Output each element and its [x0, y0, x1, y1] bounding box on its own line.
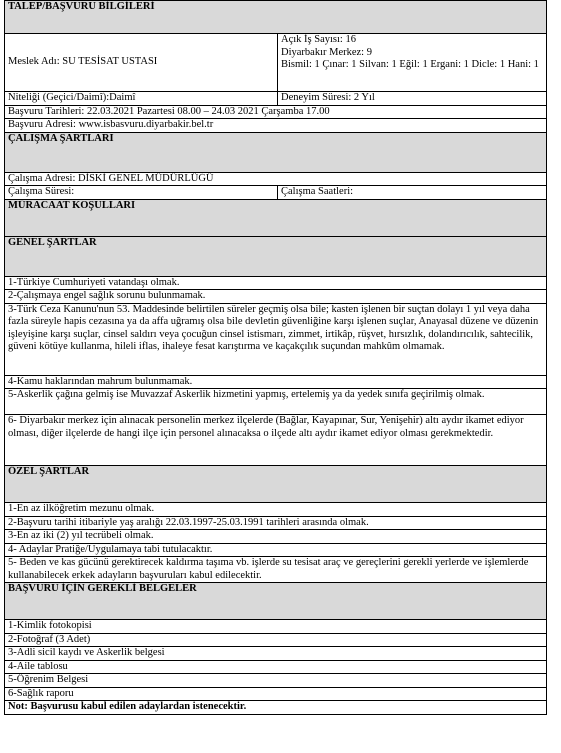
work-hours: Çalışma Saatleri:	[278, 186, 547, 200]
special-condition-item: 1-En az ilköğretim mezunu olmak.	[5, 503, 547, 517]
work-duration: Çalışma Süresi:	[5, 186, 278, 200]
application-form-table	[4, 0, 547, 715]
application-dates: Başvuru Tarihleri: 22.03.2021 Pazartesi 08.00 – 24.03 2021 Çarşamba 17.00	[5, 105, 547, 119]
general-conditions-heading: GENEL ŞARTLAR	[5, 236, 547, 276]
special-conditions-heading: ÖZEL ŞARTLAR	[5, 466, 547, 503]
experience-duration: Deneyim Süresi: 2 Yıl	[278, 92, 547, 106]
documents-note: Not: Başvurusu kabul edilen adaylardan istenecektir.	[5, 701, 547, 715]
employment-type: Niteliği (Geçici/Daimî):Daimî	[5, 92, 278, 106]
general-condition-item: 3-Türk Ceza Kanunu'nun 53. Maddesinde belirtilen süreler geçmiş olsa bile; kasten işlenen bir suçtan dolayı 1 yıl veya daha fazla süreyle hapis cezasına ya da affa uğramış olsa bile devletin güvenliğine karşı işlenen suçlar, Anayasal düzene ve düzenin işleyişine karşı suçlar, cinsel saldırı veya çocuğun cinsel istismarı, zimmet, irtikâp, rüşvet, hırsızlık, dolandırıcılık, sahtecilik, güveni kötüye kullanma, hileli iflas, ihaleye fesat karıştırma ve kaçakçılık suçundan mahkûm olmamak.	[5, 303, 547, 375]
work-address: Çalışma Adresi: DİSKİ GENEL MÜDÜRLÜĞÜ	[5, 172, 547, 186]
special-condition-item: 4- Adaylar Pratiğe/Uygulamaya tabi tutulacaktır.	[5, 543, 547, 557]
required-document-item: 2-Fotoğraf (3 Adet)	[5, 633, 547, 647]
required-document-item: 6-Sağlık raporu	[5, 687, 547, 701]
special-condition-item: 5- Beden ve kas gücünü gerektirecek kaldırma taşıma vb. işlerde su tesisat araç ve gereçlerini gerekli yerlerde ve işlemlerde kullanabilecek erkek adayların başvuruları kabul edilecektir.	[5, 557, 547, 583]
job-title: Meslek Adı: SU TESİSAT USTASI	[5, 34, 278, 92]
general-condition-item: 5-Askerlik çağına gelmiş ise Muvazzaf Askerlik hizmetini yapmış, ertelemiş ya da yedek sınıfa geçirilmiş olmak.	[5, 389, 547, 415]
general-condition-item: 6- Diyarbakır merkez için alınacak personelin merkez ilçelerde (Bağlar, Kayapınar, Sur, Yenişehir) altı aydır ikamet ediyor olması, diğer ilçelerde de hangi ilçe için personel alınacaksa o ilçede altı aydır ikamet ediyor olması gerekmektedir.	[5, 415, 547, 466]
special-condition-item: 3-En az iki (2) yıl tecrübeli olmak.	[5, 530, 547, 544]
required-document-item: 3-Adli sicil kaydı ve Askerlik belgesi	[5, 647, 547, 661]
required-document-item: 4-Aile tablosu	[5, 660, 547, 674]
district-positions: Bismil: 1 Çınar: 1 Silvan: 1 Eğil: 1 Ergani: 1 Dicle: 1 Hani: 1	[281, 59, 539, 70]
required-document-item: 1-Kimlik fotokopisi	[5, 620, 547, 634]
general-condition-item: 2-Çalışmaya engel sağlık sorunu bulunmamak.	[5, 290, 547, 304]
center-positions: Diyarbakır Merkez: 9	[281, 46, 372, 58]
open-positions: Açık İş Sayısı: 16	[281, 34, 356, 45]
general-condition-item: 4-Kamu haklarından mahrum bulunmamak.	[5, 375, 547, 389]
required-documents-heading: BAŞVURU İÇİN GEREKLİ BELGELER	[5, 583, 547, 620]
special-condition-item: 2-Başvuru tarihi itibariyle yaş aralığı 22.03.1997-25.03.1991 tarihleri arasında olmak.	[5, 516, 547, 530]
vacancy-details	[278, 34, 547, 92]
general-condition-item: 1-Türkiye Cumhuriyeti vatandaşı olmak.	[5, 276, 547, 290]
form-title: TALEP/BAŞVURU BİLGİLERİ	[5, 1, 547, 34]
document-page	[4, 0, 546, 715]
required-document-item: 5-Öğrenim Belgesi	[5, 674, 547, 688]
working-conditions-heading: ÇALIŞMA ŞARTLARI	[5, 132, 547, 172]
application-requirements-heading: MÜRACAAT KOŞULLARI	[5, 199, 547, 236]
application-address: Başvuru Adresi: www.isbasvuru.diyarbakir.bel.tr	[5, 119, 547, 133]
